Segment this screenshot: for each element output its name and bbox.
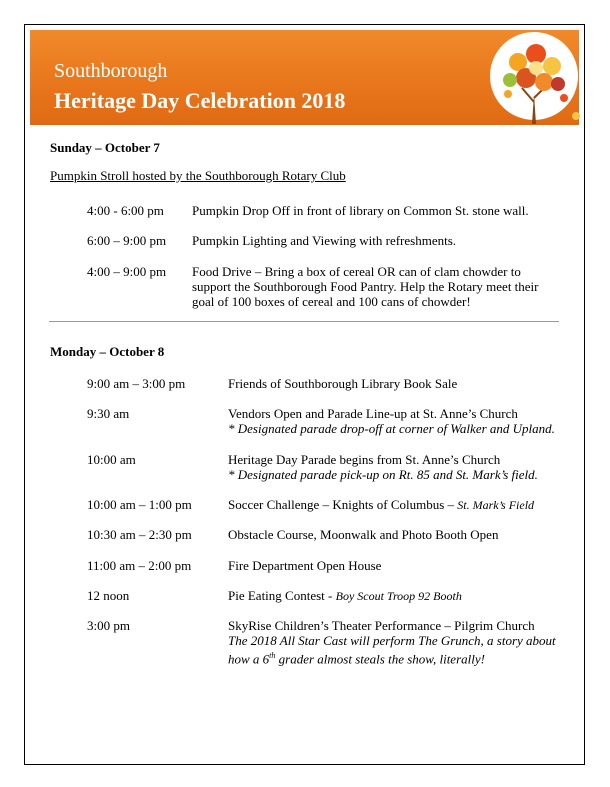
monday-event-desc bbox=[228, 452, 558, 482]
monday-event-time: 10:30 am – 2:30 pm bbox=[87, 527, 192, 542]
event-note: * Designated parade pick-up on Rt. 85 and St. Mark’s field. bbox=[228, 467, 538, 482]
section-divider bbox=[49, 321, 559, 322]
monday-event-time: 12 noon bbox=[87, 588, 130, 603]
sunday-event-time: 4:00 - 6:00 pm bbox=[87, 203, 164, 218]
flyer-page bbox=[24, 24, 585, 765]
sunday-event-desc: Food Drive – Bring a box of cereal OR can of clam chowder to support the Southborough Food Pantry. Help the Rotary meet their goal of 100 boxes of cereal and 100 cans of chowder! bbox=[192, 264, 539, 309]
event-location: Boy Scout Troop 92 Booth bbox=[335, 589, 462, 603]
monday-event-desc bbox=[228, 558, 558, 573]
monday-event-time: 3:00 pm bbox=[87, 618, 130, 633]
event-note: * Designated parade drop-off at corner of Walker and Upland. bbox=[228, 421, 555, 436]
event-desc-text: Obstacle Course, Moonwalk and Photo Booth Open bbox=[228, 527, 499, 542]
monday-event-desc bbox=[228, 497, 558, 513]
sunday-event-time: 4:00 – 9:00 pm bbox=[87, 264, 167, 279]
sunday-event-desc: Pumpkin Drop Off in front of library on Common St. stone wall. bbox=[192, 203, 529, 218]
monday-event-time: 10:00 am bbox=[87, 452, 136, 467]
sunday-event-desc: Pumpkin Lighting and Viewing with refreshments. bbox=[192, 233, 457, 248]
monday-event-desc bbox=[228, 618, 563, 666]
header-banner bbox=[30, 30, 579, 125]
banner-subtitle: Southborough bbox=[54, 60, 168, 82]
note-superscript: th bbox=[269, 651, 276, 660]
monday-event-desc bbox=[228, 406, 558, 436]
sunday-event-time: 6:00 – 9:00 pm bbox=[87, 233, 167, 248]
event-desc-text: Fire Department Open House bbox=[228, 558, 382, 573]
event-location: St. Mark’s Field bbox=[457, 498, 535, 512]
monday-event-time: 10:00 am – 1:00 pm bbox=[87, 497, 192, 512]
event-desc-text: SkyRise Children’s Theater Performance – Pilgrim Church bbox=[228, 618, 535, 633]
event-desc-text: Heritage Day Parade begins from St. Anne’s Church bbox=[228, 452, 501, 467]
monday-heading: Monday – October 8 bbox=[50, 344, 165, 359]
event-desc-text: Vendors Open and Parade Line-up at St. Anne’s Church bbox=[228, 406, 518, 421]
monday-event-time: 9:00 am – 3:00 pm bbox=[87, 376, 186, 391]
monday-event-desc bbox=[228, 527, 558, 542]
note-text: how a 6 bbox=[228, 651, 270, 667]
event-note-line2 bbox=[228, 648, 563, 666]
monday-event-time: 9:30 am bbox=[87, 406, 130, 421]
event-desc-text: Pie Eating Contest - bbox=[228, 588, 336, 603]
sunday-heading: Sunday – October 7 bbox=[50, 140, 160, 155]
autumn-tree-icon bbox=[478, 32, 588, 132]
note-text: grader almost steals the show, literally! bbox=[275, 651, 485, 667]
sunday-section-title: Pumpkin Stroll hosted by the Southborough Rotary Club bbox=[50, 168, 346, 183]
banner-title: Heritage Day Celebration 2018 bbox=[54, 88, 346, 113]
monday-event-time: 11:00 am – 2:00 pm bbox=[87, 558, 192, 573]
monday-event-desc bbox=[228, 376, 558, 391]
event-desc-text: Friends of Southborough Library Book Sale bbox=[228, 376, 458, 391]
event-desc-text: Soccer Challenge – Knights of Columbus – bbox=[228, 497, 458, 512]
event-note-line1: The 2018 All Star Cast will perform The Grunch, a story about bbox=[228, 633, 556, 648]
monday-event-desc bbox=[228, 588, 558, 604]
